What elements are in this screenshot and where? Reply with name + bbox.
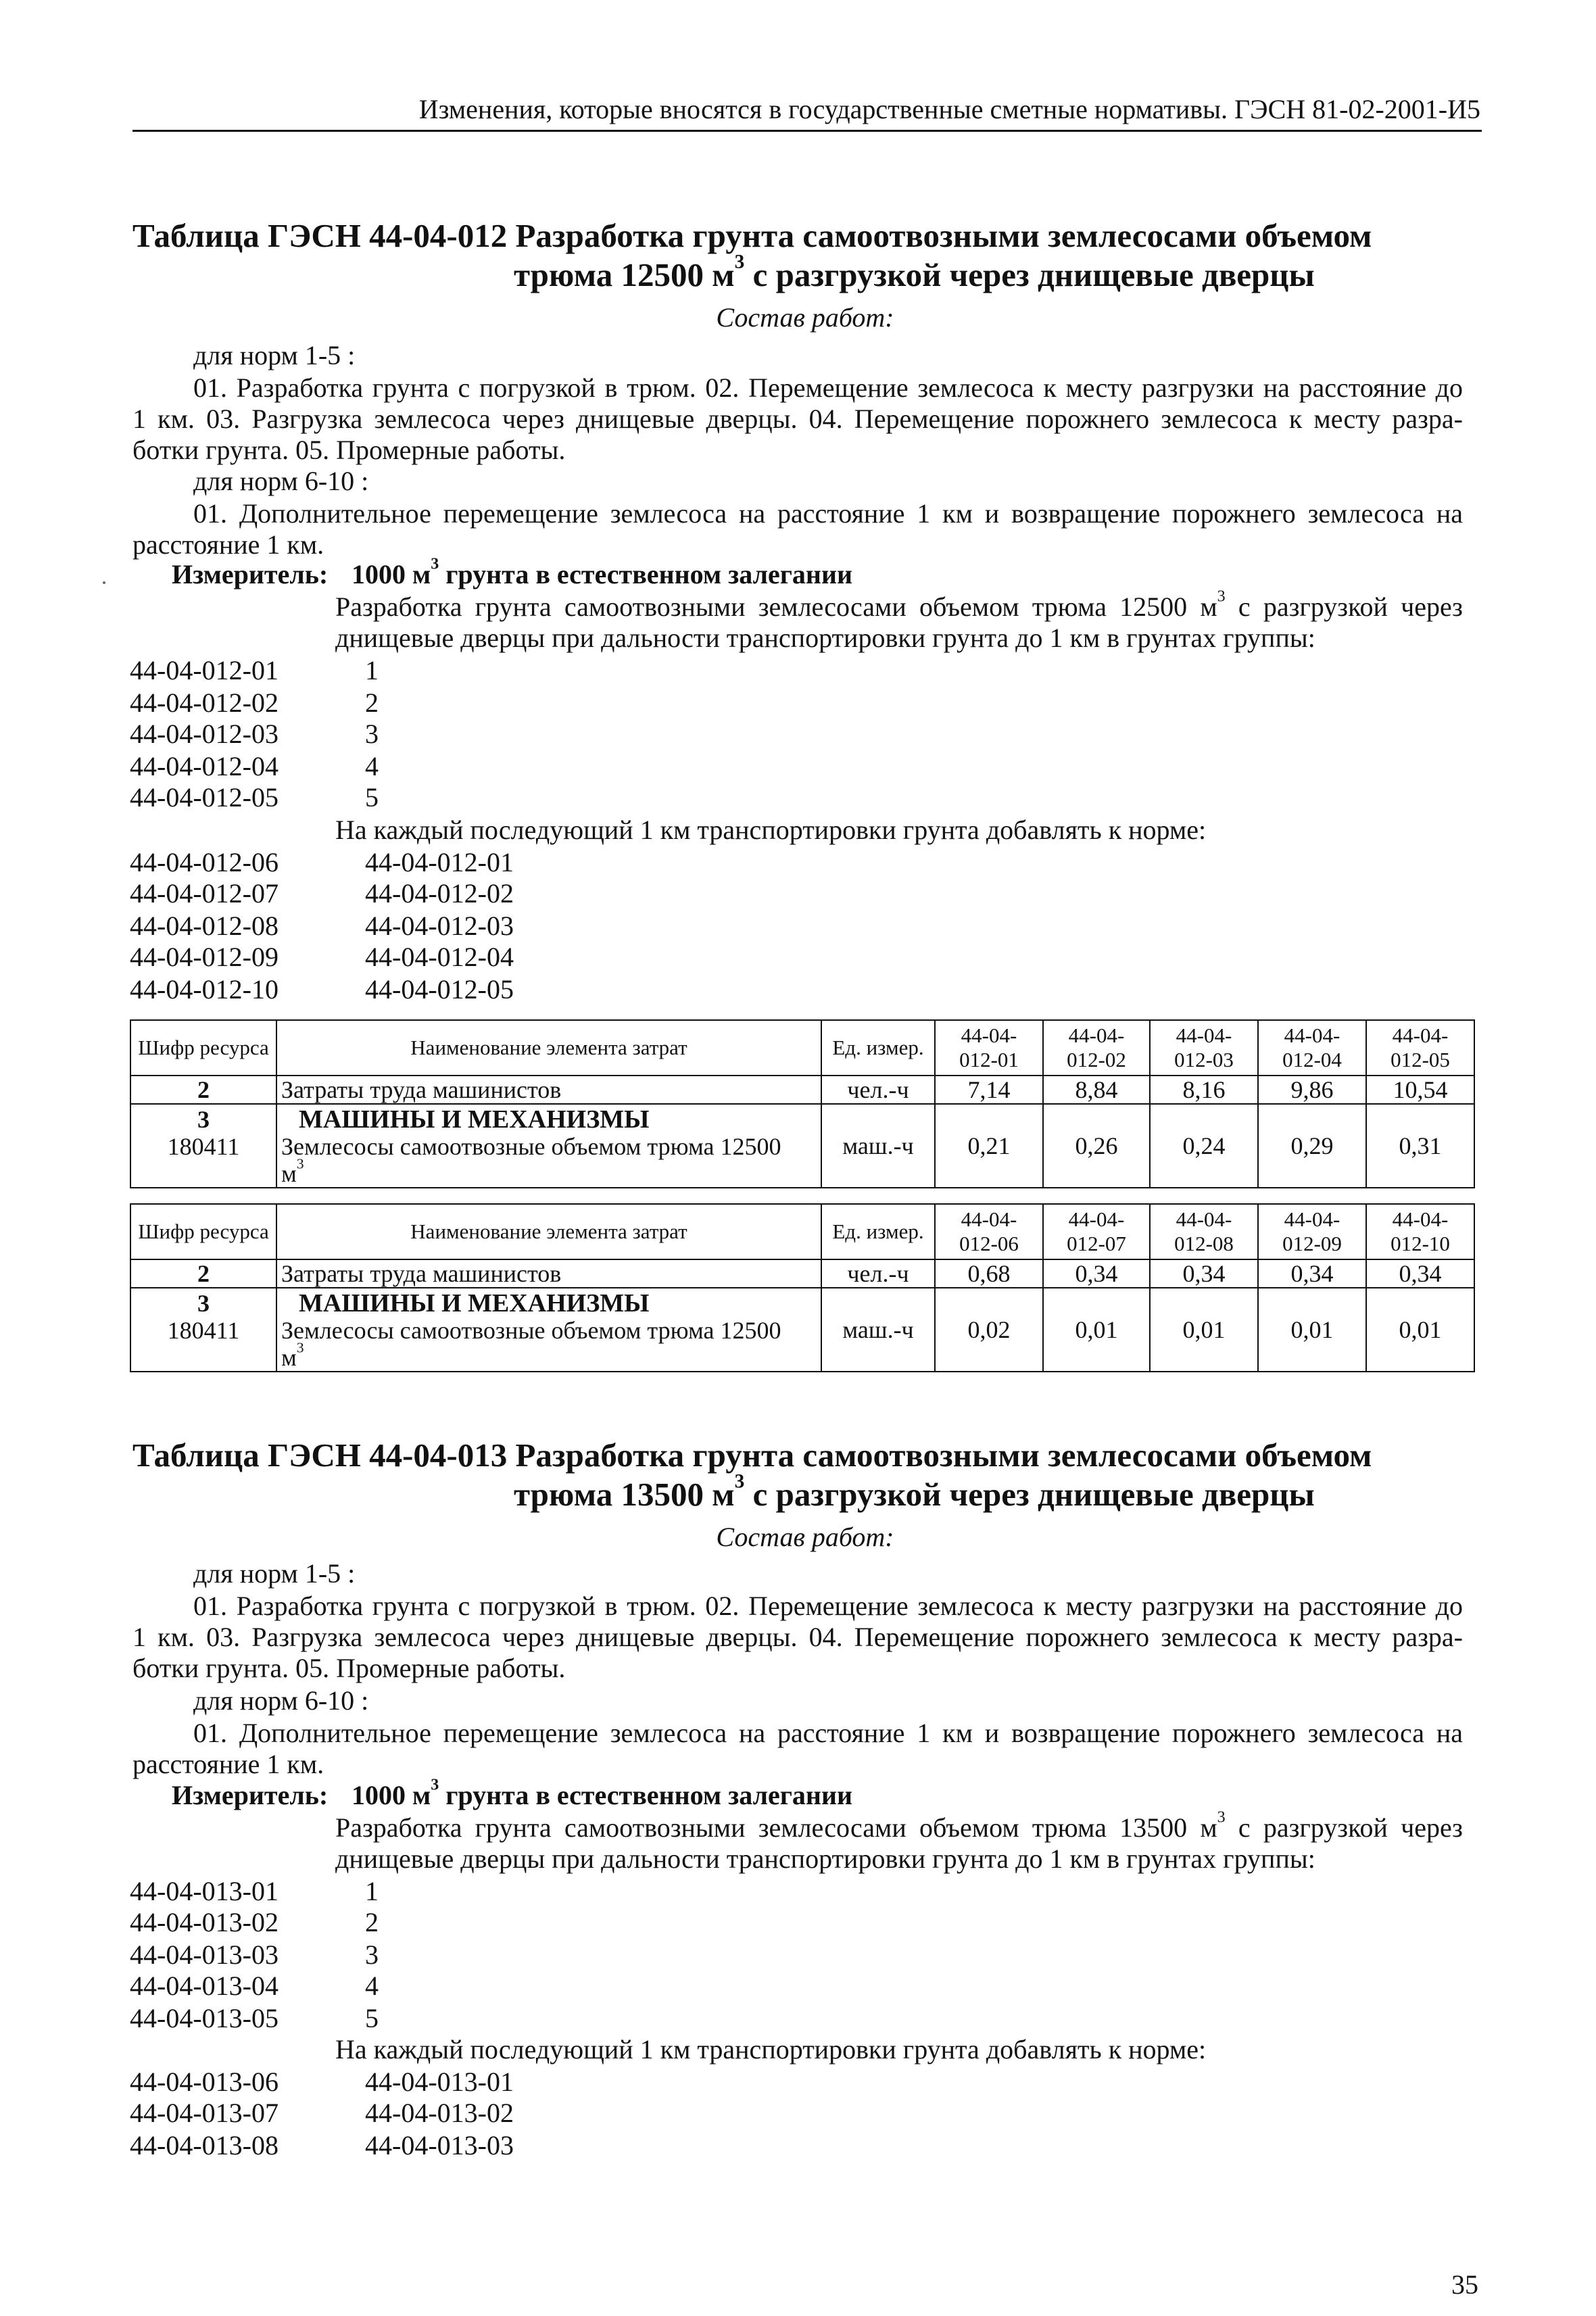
col-code-top: 44-04- (961, 1207, 1017, 1231)
unit-m: м (281, 1344, 297, 1371)
col-code-top: 44-04- (1068, 1023, 1125, 1047)
cost-element-cell (276, 1288, 821, 1372)
machines-heading: МАШИНЫ И МЕХАНИЗМЫ (299, 1105, 650, 1134)
description-text: Разработка грунта самоотвозными землесосами объемом трюма 13500 м (335, 1812, 1217, 1843)
table-row-machines (130, 1104, 1474, 1188)
norm-code: 44-04-012-04 (130, 751, 279, 781)
unit-m: м (281, 1160, 297, 1187)
machine-name-unit (281, 1155, 817, 1187)
measure-label: Измеритель: (172, 559, 329, 589)
soil-group: 2 (365, 1907, 379, 1937)
col-code-top: 44-04- (1176, 1023, 1232, 1047)
col-code-bottom: 012-08 (1174, 1232, 1234, 1255)
header-norm-col (1258, 1204, 1366, 1259)
col-code-bottom: 012-02 (1067, 1048, 1126, 1071)
col-code-top: 44-04- (1284, 1207, 1340, 1231)
norm-code: 44-04-013-06 (130, 2067, 279, 2097)
table-row-labor (130, 1259, 1474, 1288)
description-line-2: днищевые дверцы при дальности транспортировки грунта до 1 км в грунтах группы: (335, 623, 1315, 653)
header-norm-col (1366, 1204, 1474, 1259)
base-norm-code: 44-04-012-01 (365, 847, 514, 877)
base-norm-code: 44-04-012-05 (365, 974, 514, 1005)
col-code-bottom: 012-07 (1067, 1232, 1126, 1255)
base-norm-code: 44-04-013-03 (365, 2130, 514, 2161)
value-cell: 8,16 (1150, 1076, 1258, 1104)
value-cell: 0,02 (935, 1288, 1043, 1372)
value-cell: 0,34 (1150, 1259, 1258, 1288)
header-resource-code: Шифр ресурса (130, 1020, 276, 1076)
measure-superscript: 3 (431, 1776, 439, 1794)
title-superscript: 3 (734, 251, 745, 273)
col-code-bottom: 012-10 (1391, 1232, 1450, 1255)
table-title-line-1: Таблица ГЭСН 44-04-012 Разработка грунта самоотвозными землесосами объемом (132, 217, 1372, 254)
section-code: 3 (197, 1106, 210, 1133)
running-header: Изменения, которые вносятся в государственные сметные нормативы. ГЭСН 81-02-2001-И5 (418, 94, 1480, 124)
norm-code: 44-04-012-09 (130, 942, 279, 972)
unit: чел.-ч (821, 1076, 935, 1104)
description-line-2: днищевые дверцы при дальности транспортировки грунта до 1 км в грунтах группы: (335, 1843, 1315, 1874)
machine-name: Землесосы самоотвозные объемом трюма 12500 (281, 1317, 781, 1344)
cost-element-cell (276, 1104, 821, 1188)
unit: маш.-ч (821, 1104, 935, 1188)
value-cell: 0,01 (1150, 1288, 1258, 1372)
title-text-end: с разгрузкой через днищевые дверцы (744, 1476, 1315, 1513)
col-code-top: 44-04- (1392, 1207, 1449, 1231)
base-norm-code: 44-04-012-03 (365, 911, 514, 941)
description-text: Разработка грунта самоотвозными землесосами объемом трюма 12500 м (335, 592, 1217, 622)
value-cell: 9,86 (1258, 1076, 1366, 1104)
title-superscript: 3 (734, 1470, 745, 1493)
work-composition-heading: Состав работ: (716, 1522, 894, 1552)
value-cell: 0,34 (1258, 1259, 1366, 1288)
soil-group: 4 (365, 1971, 379, 2001)
header-norm-col (935, 1204, 1043, 1259)
base-norm-code: 44-04-013-01 (365, 2067, 514, 2097)
header-rule (132, 130, 1482, 132)
norm-code: 44-04-012-08 (130, 911, 279, 941)
norm-code: 44-04-012-05 (130, 782, 279, 813)
measure-unit-end: грунта в естественном залегании (439, 1780, 853, 1810)
header-unit: Ед. измер. (821, 1204, 935, 1259)
value-cell: 10,54 (1366, 1076, 1474, 1104)
norms-6-10-label: для норм 6-10 : (193, 466, 369, 496)
base-norm-code: 44-04-012-04 (365, 942, 514, 972)
header-cost-element: Наименование элемента затрат (276, 1020, 821, 1076)
works-1-5-line-1: 01. Разработка грунта с погрузкой в трюм. 02. Перемещение землесоса к месту разгрузки на расстояние до (193, 1591, 1463, 1621)
add-per-km-line: На каждый последующий 1 км транспортировки грунта добавлять к норме: (335, 2034, 1207, 2065)
col-code-bottom: 012-05 (1391, 1048, 1450, 1071)
soil-group: 1 (365, 1876, 379, 1906)
resource-table-2 (130, 1203, 1475, 1372)
value-cell: 0,26 (1043, 1104, 1150, 1188)
resource-code: 180411 (167, 1133, 240, 1160)
works-6-10-line-2: расстояние 1 км. (132, 1749, 324, 1779)
value-cell: 7,14 (935, 1076, 1043, 1104)
measure-unit-text: 1000 м (352, 1780, 431, 1810)
value-cell: 0,24 (1150, 1104, 1258, 1188)
value-cell: 0,34 (1366, 1259, 1474, 1288)
col-code-top: 44-04- (1176, 1207, 1232, 1231)
machines-heading: МАШИНЫ И МЕХАНИЗМЫ (299, 1289, 650, 1318)
norm-code: 44-04-013-02 (130, 1907, 279, 1937)
works-1-5-line-3: ботки грунта. 05. Промерные работы. (132, 1653, 566, 1683)
norm-code: 44-04-012-06 (130, 847, 279, 877)
value-cell: 0,31 (1366, 1104, 1474, 1188)
header-norm-col (935, 1020, 1043, 1076)
header-cost-element: Наименование элемента затрат (276, 1204, 821, 1259)
soil-group: 3 (365, 1939, 379, 1970)
works-1-5-line-3: ботки грунта. 05. Промерные работы. (132, 435, 566, 465)
title-text: трюма 12500 м (514, 256, 735, 293)
norm-code: 44-04-013-07 (130, 2098, 279, 2128)
unit: маш.-ч (821, 1288, 935, 1372)
value-cell: 0,01 (1258, 1288, 1366, 1372)
measure-superscript: 3 (431, 555, 439, 573)
page-number: 35 (1451, 2269, 1478, 2300)
col-code-top: 44-04- (1284, 1023, 1340, 1047)
works-1-5-line-2: 1 км. 03. Разгрузка землесоса через днищевые дверцы. 04. Перемещение порожнего землесоса к месту разра- (132, 404, 1463, 434)
norms-1-5-label: для норм 1-5 : (193, 340, 356, 370)
measure-unit-text: 1000 м (352, 559, 431, 589)
value-cell: 0,34 (1043, 1259, 1150, 1288)
description-text-end: с разгрузкой через (1225, 1812, 1463, 1843)
norm-code: 44-04-013-04 (130, 1971, 279, 2001)
norm-code: 44-04-012-07 (130, 878, 279, 909)
table-row-machines (130, 1288, 1474, 1372)
measure-unit-end: грунта в естественном залегании (439, 559, 853, 589)
works-6-10-line-1: 01. Дополнительное перемещение землесоса на расстояние 1 км и возвращение порожнего землесоса на (193, 498, 1463, 529)
header-norm-col (1366, 1020, 1474, 1076)
norm-code: 44-04-012-02 (130, 687, 279, 718)
description-line-1 (335, 587, 1463, 623)
col-code-bottom: 012-01 (959, 1048, 1019, 1071)
resource-code: 2 (130, 1076, 276, 1104)
description-superscript: 3 (1217, 587, 1226, 606)
header-resource-code: Шифр ресурса (130, 1204, 276, 1259)
measure-unit (352, 1776, 853, 1812)
norm-code: 44-04-013-08 (130, 2130, 279, 2161)
col-code-bottom: 012-06 (959, 1232, 1019, 1255)
table-title-line-2 (514, 251, 1315, 296)
value-cell: 0,29 (1258, 1104, 1366, 1188)
add-per-km-line: На каждый последующий 1 км транспортировки грунта добавлять к норме: (335, 815, 1207, 845)
cost-element: Затраты труда машинистов (276, 1076, 821, 1104)
measure-label: Измеритель: (172, 1780, 329, 1810)
norm-code: 44-04-012-10 (130, 974, 279, 1005)
norm-code: 44-04-012-03 (130, 719, 279, 749)
value-cell: 0,21 (935, 1104, 1043, 1188)
col-code-bottom: 012-04 (1282, 1048, 1342, 1071)
resource-code-cell (130, 1104, 276, 1188)
title-text-end: с разгрузкой через днищевые дверцы (744, 256, 1315, 293)
works-1-5-line-2: 1 км. 03. Разгрузка землесоса через днищевые дверцы. 04. Перемещение порожнего землесоса к месту разра- (132, 1622, 1463, 1652)
norm-code: 44-04-013-03 (130, 1939, 279, 1970)
base-norm-code: 44-04-013-02 (365, 2098, 514, 2128)
cost-element: Затраты труда машинистов (276, 1259, 821, 1288)
title-text: трюма 13500 м (514, 1476, 735, 1513)
soil-group: 5 (365, 2003, 379, 2033)
norms-1-5-label: для норм 1-5 : (193, 1558, 356, 1589)
col-code-top: 44-04- (961, 1023, 1017, 1047)
measure-unit (352, 555, 853, 591)
machine-name: Землесосы самоотвозные объемом трюма 12500 (281, 1133, 781, 1160)
col-code-top: 44-04- (1392, 1023, 1449, 1047)
work-composition-heading: Состав работ: (716, 302, 894, 333)
header-norm-col (1043, 1204, 1150, 1259)
works-6-10-line-1: 01. Дополнительное перемещение землесоса на расстояние 1 км и возвращение порожнего землесоса на (193, 1718, 1463, 1748)
header-norm-col (1150, 1020, 1258, 1076)
value-cell: 8,84 (1043, 1076, 1150, 1104)
works-1-5-line-1: 01. Разработка грунта с погрузкой в трюм. 02. Перемещение землесоса к месту разгрузки на расстояние до (193, 372, 1463, 403)
scan-speck (103, 581, 105, 584)
description-line-1 (335, 1808, 1463, 1844)
header-norm-col (1258, 1020, 1366, 1076)
col-code-bottom: 012-09 (1282, 1232, 1342, 1255)
norm-code: 44-04-012-01 (130, 655, 279, 685)
value-cell: 0,01 (1366, 1288, 1474, 1372)
col-code-top: 44-04- (1068, 1207, 1125, 1231)
soil-group: 5 (365, 782, 379, 813)
section-code: 3 (197, 1290, 210, 1317)
works-6-10-line-2: расстояние 1 км. (132, 529, 324, 560)
table-header-row (130, 1204, 1474, 1259)
resource-code: 180411 (167, 1317, 240, 1344)
norm-code: 44-04-013-01 (130, 1876, 279, 1906)
norms-6-10-label: для норм 6-10 : (193, 1685, 369, 1716)
unit: чел.-ч (821, 1259, 935, 1288)
col-code-bottom: 012-03 (1174, 1048, 1234, 1071)
unit-superscript: 3 (296, 1339, 304, 1356)
norm-code: 44-04-013-05 (130, 2003, 279, 2033)
resource-code-cell (130, 1288, 276, 1372)
header-norm-col (1043, 1020, 1150, 1076)
description-superscript: 3 (1217, 1808, 1226, 1827)
table-row-labor (130, 1076, 1474, 1104)
header-unit: Ед. измер. (821, 1020, 935, 1076)
soil-group: 4 (365, 751, 379, 781)
soil-group: 3 (365, 719, 379, 749)
machine-name-unit (281, 1339, 817, 1371)
table-title-line-1: Таблица ГЭСН 44-04-013 Разработка грунта самоотвозными землесосами объемом (132, 1437, 1372, 1474)
base-norm-code: 44-04-012-02 (365, 878, 514, 909)
resource-code: 2 (130, 1259, 276, 1288)
value-cell: 0,68 (935, 1259, 1043, 1288)
description-text-end: с разгрузкой через (1225, 592, 1463, 622)
soil-group: 1 (365, 655, 379, 685)
table-header-row (130, 1020, 1474, 1076)
soil-group: 2 (365, 687, 379, 718)
value-cell: 0,01 (1043, 1288, 1150, 1372)
unit-superscript: 3 (296, 1155, 304, 1172)
header-norm-col (1150, 1204, 1258, 1259)
table-title-line-2 (514, 1470, 1315, 1516)
resource-table-1 (130, 1019, 1475, 1188)
